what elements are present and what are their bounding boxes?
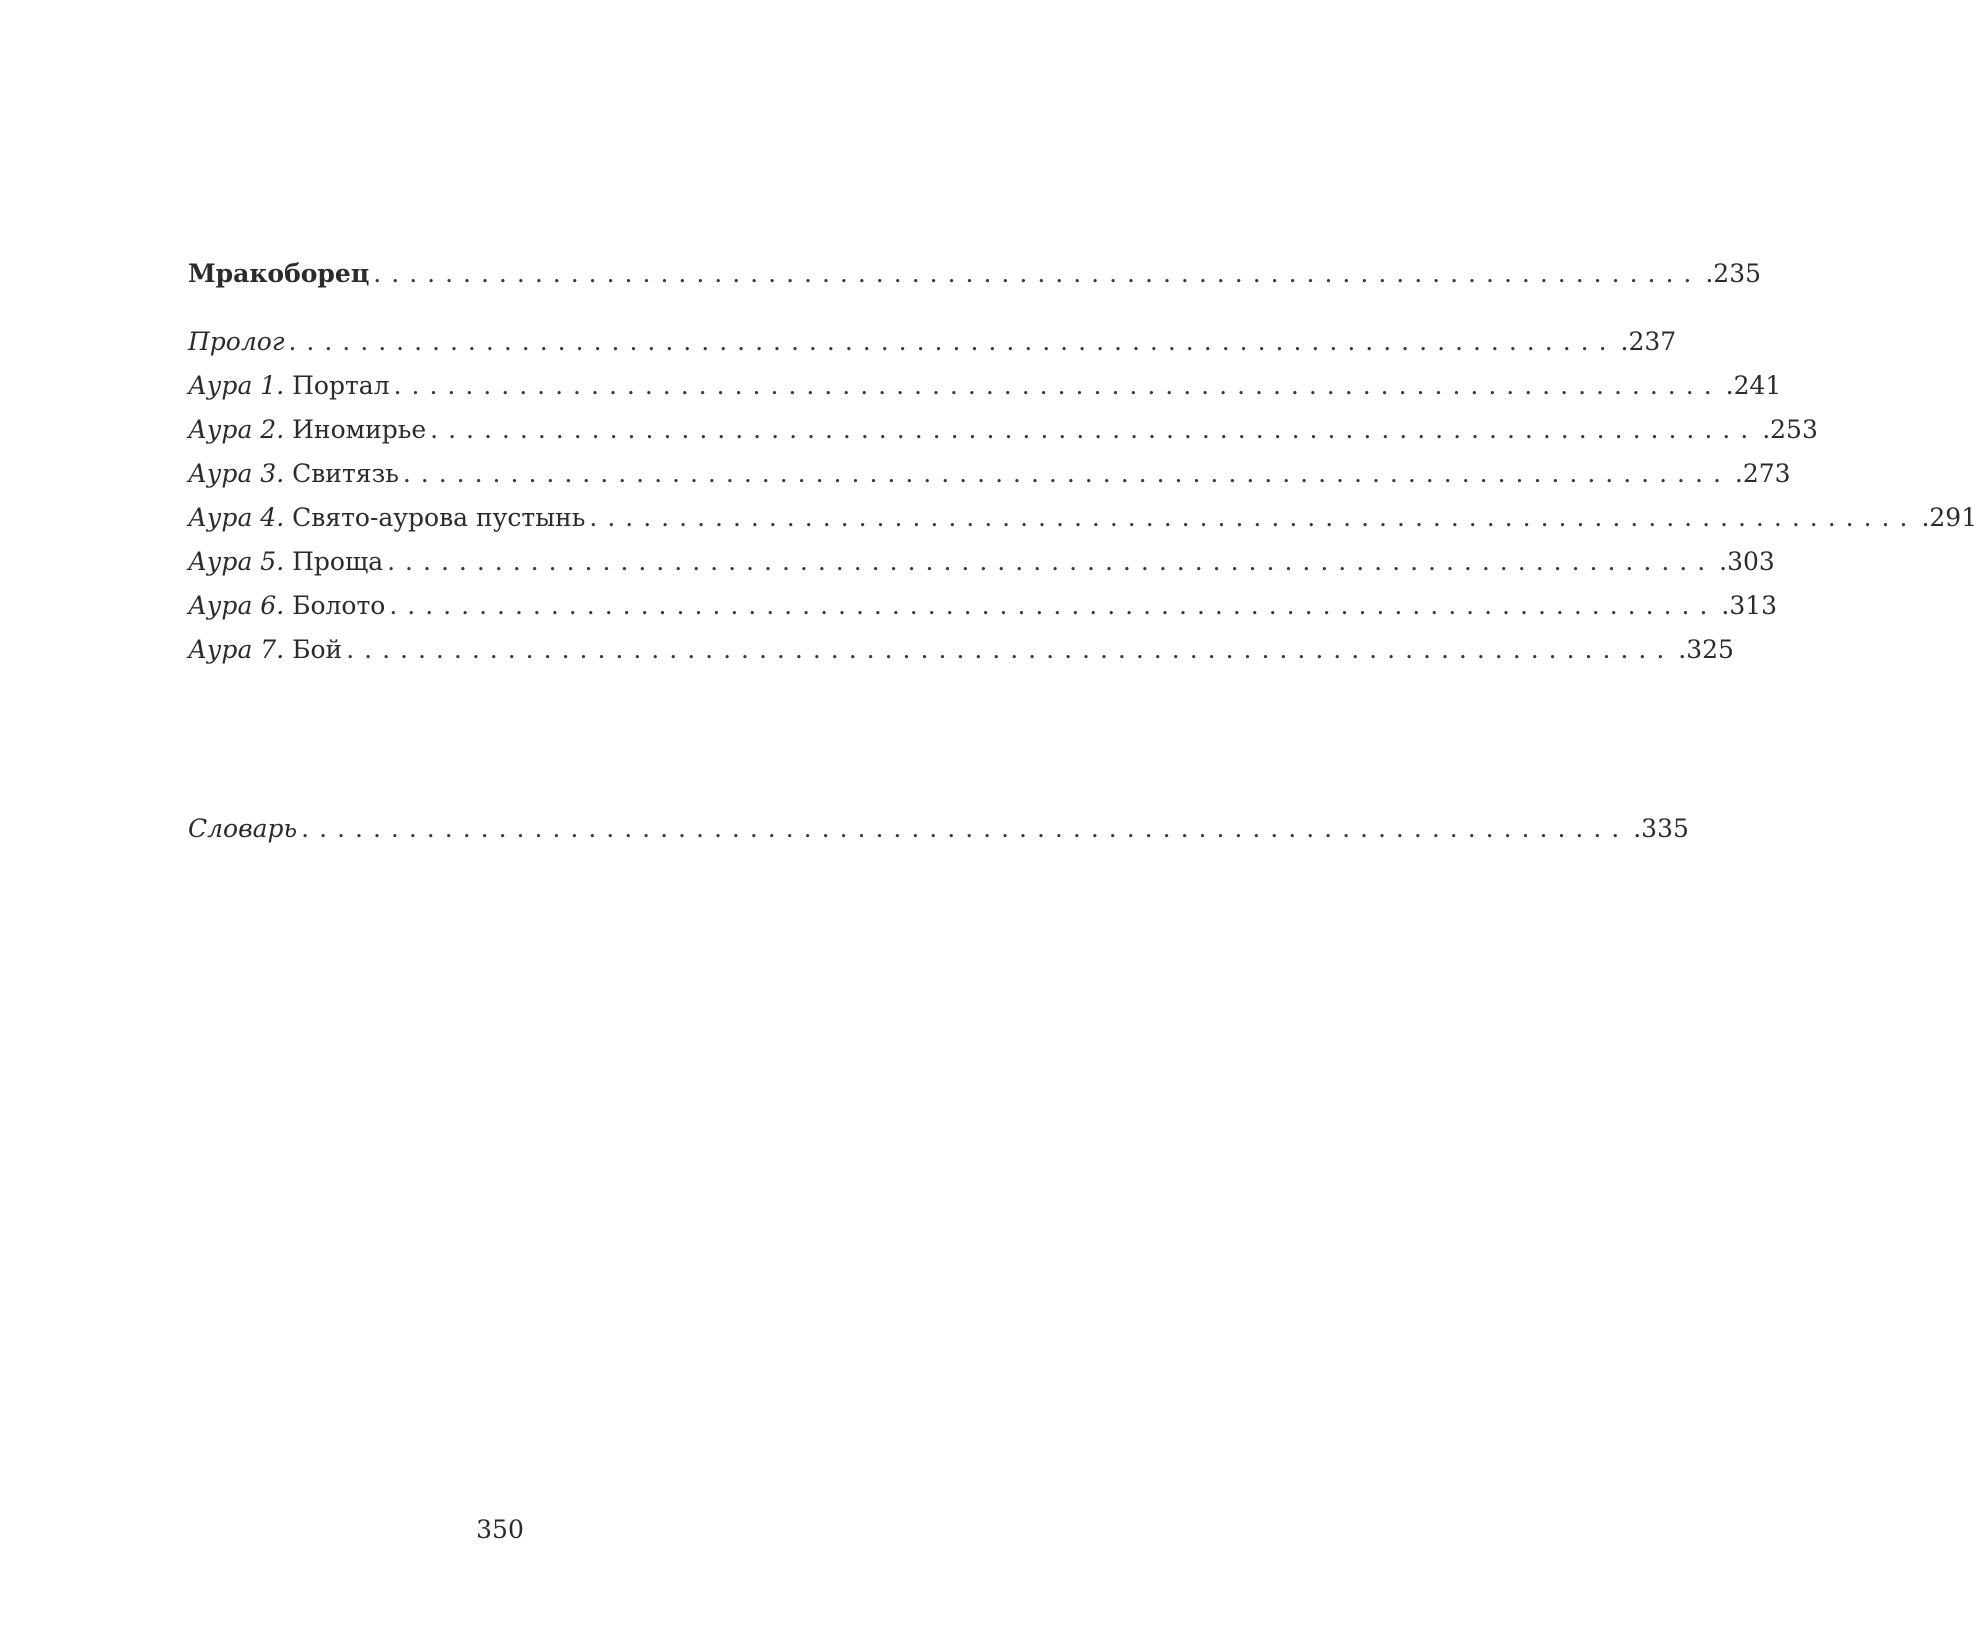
- toc-entry-text: Иномирье: [284, 415, 427, 444]
- toc-entry-aura-1: [188, 366, 1782, 406]
- toc-page-number: .273: [1734, 459, 1791, 488]
- toc-glossary-title: Словарь: [188, 814, 298, 843]
- toc-entry-prologue: [188, 322, 1677, 362]
- toc-entry-aura-5: [188, 542, 1775, 582]
- toc-page-number: .237: [1620, 327, 1677, 356]
- toc-entry-italic: Аура 3.: [188, 459, 285, 488]
- toc-entry-text: Свитязь: [284, 459, 399, 488]
- toc-entry-title: [188, 322, 284, 362]
- toc-dot-leader: ..........................................................................: [373, 259, 1702, 288]
- toc-entry-title: [188, 586, 385, 626]
- toc-entry-title: [188, 498, 585, 538]
- toc-entry-text: Свято-аурова пустынь: [284, 503, 586, 532]
- toc-entry-title: [188, 630, 342, 670]
- toc-entry-text: Портал: [284, 371, 390, 400]
- toc-entry-italic: Аура 6.: [188, 591, 285, 620]
- toc-entry-title: [188, 410, 426, 450]
- toc-dot-leader: ..........................................................................: [393, 371, 1722, 400]
- toc-page-number: .291: [1921, 503, 1977, 532]
- toc-entry-text: Бой: [284, 635, 343, 664]
- toc-entry-aura-6: [188, 586, 1778, 626]
- toc-entry-aura-2: [188, 410, 1818, 450]
- toc-dot-leader: ..........................................................................: [288, 327, 1617, 356]
- toc-entry-title: [188, 809, 297, 849]
- toc-dot-leader: ..........................................................................: [389, 591, 1718, 620]
- toc-entry-aura-7: [188, 630, 1734, 670]
- toc-page-number: .335: [1633, 814, 1689, 843]
- toc-dot-leader: ..........................................................................: [402, 459, 1731, 488]
- toc-entry-title: [188, 366, 390, 406]
- toc-entry-italic: Аура 7.: [188, 635, 285, 664]
- toc-dot-leader: ..........................................................................: [387, 547, 1716, 576]
- toc-page-number: .313: [1721, 591, 1778, 620]
- toc-dot-leader: ..........................................................................: [589, 503, 1918, 532]
- toc-page-number: .253: [1762, 415, 1818, 444]
- toc-entry-glossary: [188, 809, 1689, 849]
- toc-dot-leader: ..........................................................................: [346, 635, 1675, 664]
- toc-entry-text: Болото: [284, 591, 386, 620]
- toc-entry-italic: Аура 1.: [188, 371, 285, 400]
- toc-entry-italic: Аура 4.: [188, 503, 285, 532]
- toc-page-number: .303: [1719, 547, 1775, 576]
- toc-dot-leader: ..........................................................................: [301, 814, 1630, 843]
- toc-dot-leader: ..........................................................................: [430, 415, 1759, 444]
- toc-entry-title: [188, 542, 383, 582]
- toc-page-number: .235: [1705, 259, 1762, 288]
- toc-entry-title: [188, 454, 399, 494]
- toc-entry-aura-4: [188, 498, 1977, 538]
- toc-section-entry: [188, 254, 1762, 294]
- toc-entry-italic: Аура 5.: [188, 547, 285, 576]
- toc-entry-italic: Пролог: [188, 327, 285, 356]
- toc-section-title: Мракоборец: [188, 259, 370, 288]
- toc-page-number: .241: [1725, 371, 1782, 400]
- page-number: 350: [476, 1515, 524, 1544]
- toc-page-number: .325: [1678, 635, 1734, 664]
- toc-entry-italic: Аура 2.: [188, 415, 285, 444]
- toc-entry-aura-3: [188, 454, 1791, 494]
- toc-entry-text: Проща: [284, 547, 384, 576]
